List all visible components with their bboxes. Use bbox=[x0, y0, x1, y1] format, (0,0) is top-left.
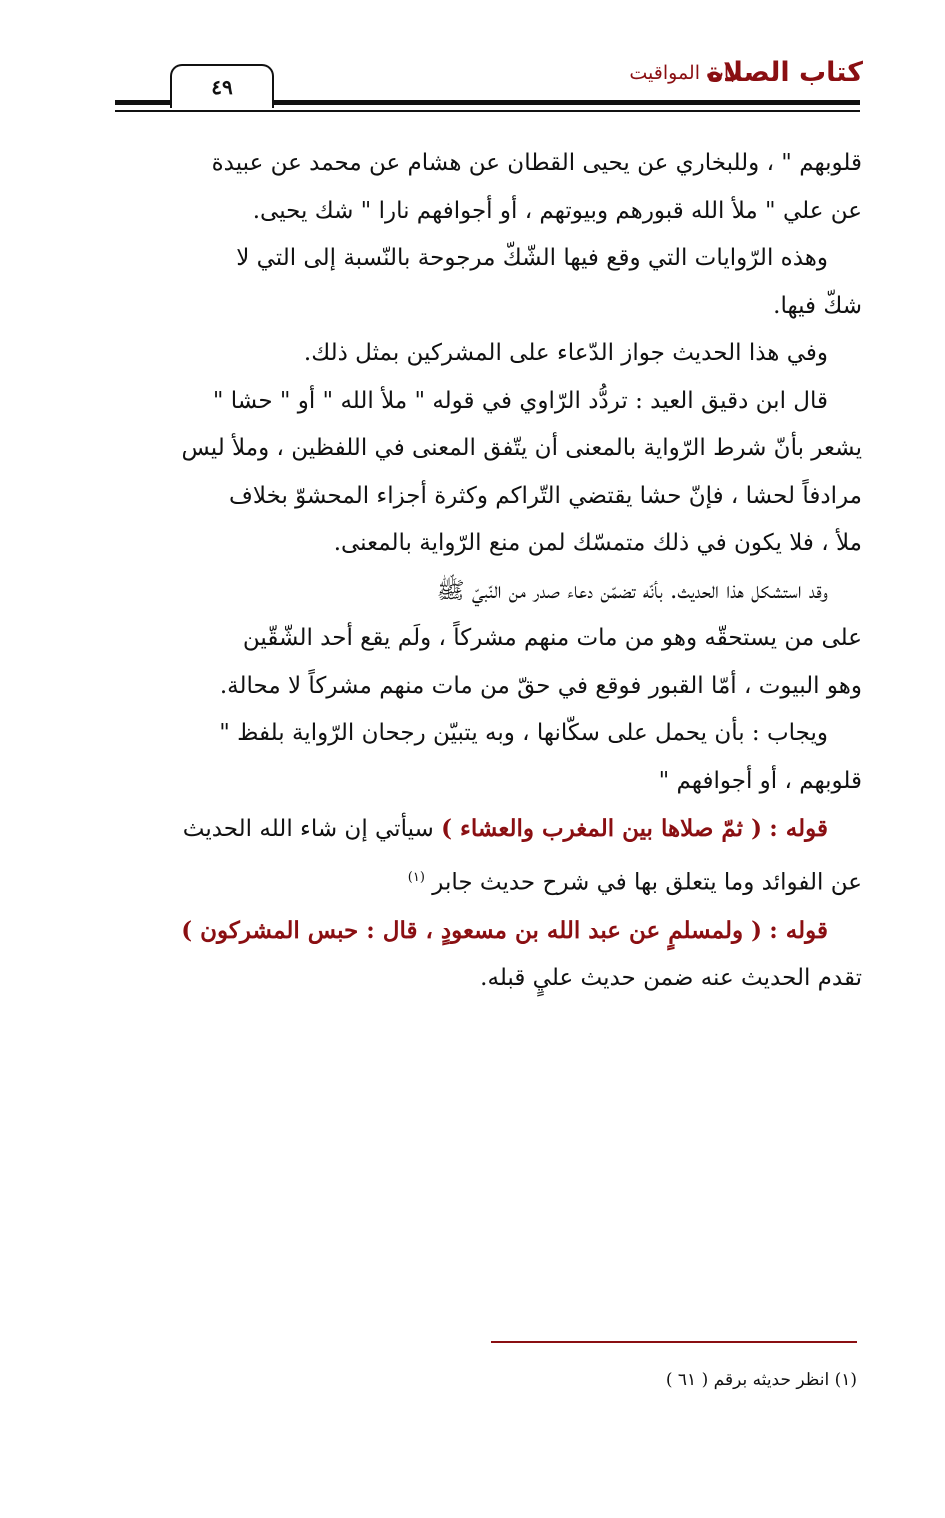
text-line: ملأ ، فلا يكون في ذلك متمسّك لمن منع الرّواية بالمعنى. bbox=[333, 530, 862, 556]
heading-line bbox=[112, 907, 862, 956]
page-body bbox=[112, 140, 862, 1003]
heading-label: قوله : bbox=[769, 815, 828, 842]
heading-line bbox=[112, 805, 862, 854]
text-line: سيأتي إن شاء الله الحديث bbox=[182, 816, 434, 842]
chapter-title: باب المواقيت bbox=[629, 62, 735, 84]
page-header bbox=[0, 0, 945, 120]
page-number: ٤٩ bbox=[170, 64, 274, 108]
text-fragment: عن الفوائد وما يتعلق بها في شرح حديث جابر bbox=[432, 869, 862, 896]
text-line: شكّ فيها. bbox=[773, 292, 862, 319]
text-line: على من يستحقّه وهو من مات منهم مشركاً ، ولَم يقع أحد الشّقّين bbox=[242, 625, 862, 651]
text-line: قال ابن دقيق العيد : تردُّد الرّاوي في قوله " ملأ الله " أو " حشا " bbox=[212, 387, 828, 414]
text-line: وهذه الرّوايات التي وقع فيها الشّكّ مرجوحة بالنّسبة إلى التي لا bbox=[236, 245, 828, 271]
text-line bbox=[112, 854, 862, 907]
heading-text: ( ثمّ صلاها بين المغرب والعشاء ) bbox=[441, 815, 762, 842]
text-line: مرادفاً لحشا ، فإنّ حشا يقتضي التّراكم وكثرة أجزاء المحشوّ بخلاف bbox=[229, 482, 862, 509]
text-line: وقد استشكل هذا الحديث. بأنّه تضمّن دعاء صدر من النّبيّ ﷺ bbox=[436, 577, 828, 604]
header-rule-thin bbox=[115, 110, 860, 112]
heading-label: قوله : bbox=[769, 916, 828, 944]
text-line: تقدم الحديث عنه ضمن حديث عليٍ قبله. bbox=[480, 965, 862, 992]
footnote-marker: (١) bbox=[407, 869, 425, 885]
footnote-rule bbox=[491, 1341, 857, 1343]
text-line: قلوبهم " ، وللبخاري عن يحيى القطان عن هشام عن محمد عن عبيدة bbox=[211, 150, 862, 176]
text-line: قلوبهم ، أو أجوافهم " bbox=[658, 767, 862, 794]
book-title: كتاب الصلاة bbox=[707, 57, 863, 88]
footnote: (١) انظر حديثه برقم ( ٦١ ) bbox=[665, 1370, 857, 1390]
text-line: وفي هذا الحديث جواز الدّعاء على المشركين بمثل ذلك. bbox=[303, 340, 828, 366]
text-line: يشعر بأنّ شرط الرّواية بالمعنى أن يتّفق المعنى في اللفظين ، وملأ ليس bbox=[181, 435, 862, 461]
text-line: وهو البيوت ، أمّا القبور فوقع في حقّ من مات منهم مشركاً لا محالة. bbox=[219, 672, 862, 699]
text-line: عن علي " ملأ الله قبورهم وبيوتهم ، أو أجوافهم نارا " شك يحيى. bbox=[252, 197, 862, 224]
heading-text: ( ولمسلمٍ عن عبد الله بن مسعودٍ ، قال : حبس المشركون ) bbox=[181, 916, 762, 944]
text-line: ويجاب : بأن يحمل على سكّانها ، وبه يتبيّن رجحان الرّواية بلفظ " bbox=[219, 720, 828, 746]
